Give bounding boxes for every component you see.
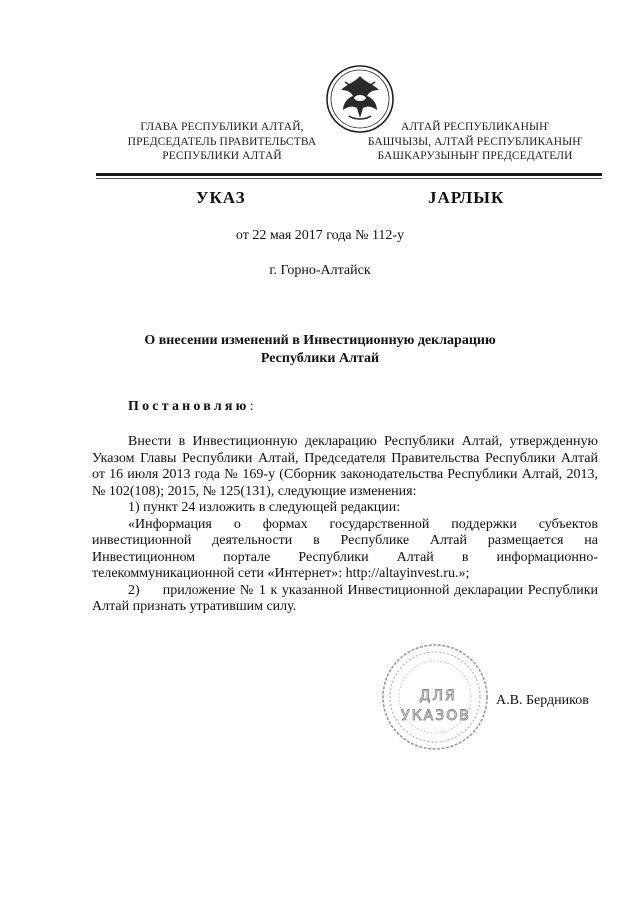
header-divider-thin bbox=[96, 178, 602, 179]
issuer-line: ПРЕДСЕДАТЕЛЬ ПРАВИТЕЛЬСТВА bbox=[127, 135, 317, 148]
decree-colon: : bbox=[249, 399, 254, 414]
issuer-line: БАШКАРУЗЫНЫҤ ПРЕДСЕДАТЕЛИ bbox=[377, 150, 573, 162]
document-type-altai: JАРЛЫК bbox=[428, 188, 505, 207]
item-2-text: приложение № 1 к указанной Инвестиционной декларации Республики Алтай признать утратившим силу. bbox=[92, 582, 598, 614]
document-type-russian: УКАЗ bbox=[196, 188, 246, 207]
signature-name: А.В. Бердников bbox=[496, 693, 589, 708]
issuer-title-russian bbox=[112, 120, 332, 164]
paragraph-main: Внести в Инвестиционную декларацию Республики Алтай, утвержденную Указом Главы Республики Алтай, Председателя Правительства Республики Алтай от 16 июля 2013 года № 169-у (Сборник законодательства Республики Алтай, 2013, № 102(108); 2015, № 125(131), следующие изменения: bbox=[92, 434, 598, 499]
stamp-text-line1: ДЛЯ bbox=[419, 688, 457, 704]
subject-line: Республики Алтай bbox=[260, 351, 380, 366]
header-divider-thick bbox=[96, 173, 602, 176]
issuer-line: АЛТАЙ РЕСПУБЛИКАНЫҤ bbox=[401, 121, 549, 133]
subject-line: О внесении изменений в Инвестиционную декларацию bbox=[144, 333, 496, 348]
paragraph-item-1: 1) пункт 24 изложить в следующей редакции: bbox=[128, 500, 401, 515]
document-city: г. Горно-Алтайск bbox=[269, 263, 371, 278]
issuer-line: БАШЧЫЗЫ, АЛТАЙ РЕСПУБЛИКАНЫҤ bbox=[367, 135, 583, 148]
issuer-title-altai bbox=[350, 120, 600, 164]
paragraph-item-1-text: «Информация о формах государственной поддержки субъектов инвестиционной деятельности в Республике Алтай размещается на Инвестиционном портале Республики Алтай в информационно-телекоммуникационной сети «Интернет»: http://altayinvest.ru.»; bbox=[92, 516, 598, 581]
stamp-seal bbox=[380, 642, 490, 752]
item-2-number: 2) bbox=[128, 582, 140, 598]
document-subject bbox=[110, 332, 530, 368]
decree-word: Постановляю bbox=[128, 399, 250, 414]
document-body bbox=[92, 434, 598, 616]
issuer-line: ГЛАВА РЕСПУБЛИКИ АЛТАЙ, bbox=[140, 121, 304, 133]
document-date-number: от 22 мая 2017 года № 112-у bbox=[235, 228, 405, 243]
decree-heading bbox=[128, 399, 253, 415]
stamp-text-line2: УКАЗОВ bbox=[401, 708, 471, 724]
issuer-line: РЕСПУБЛИКИ АЛТАЙ bbox=[162, 150, 282, 162]
paragraph-item-2 bbox=[92, 583, 598, 616]
